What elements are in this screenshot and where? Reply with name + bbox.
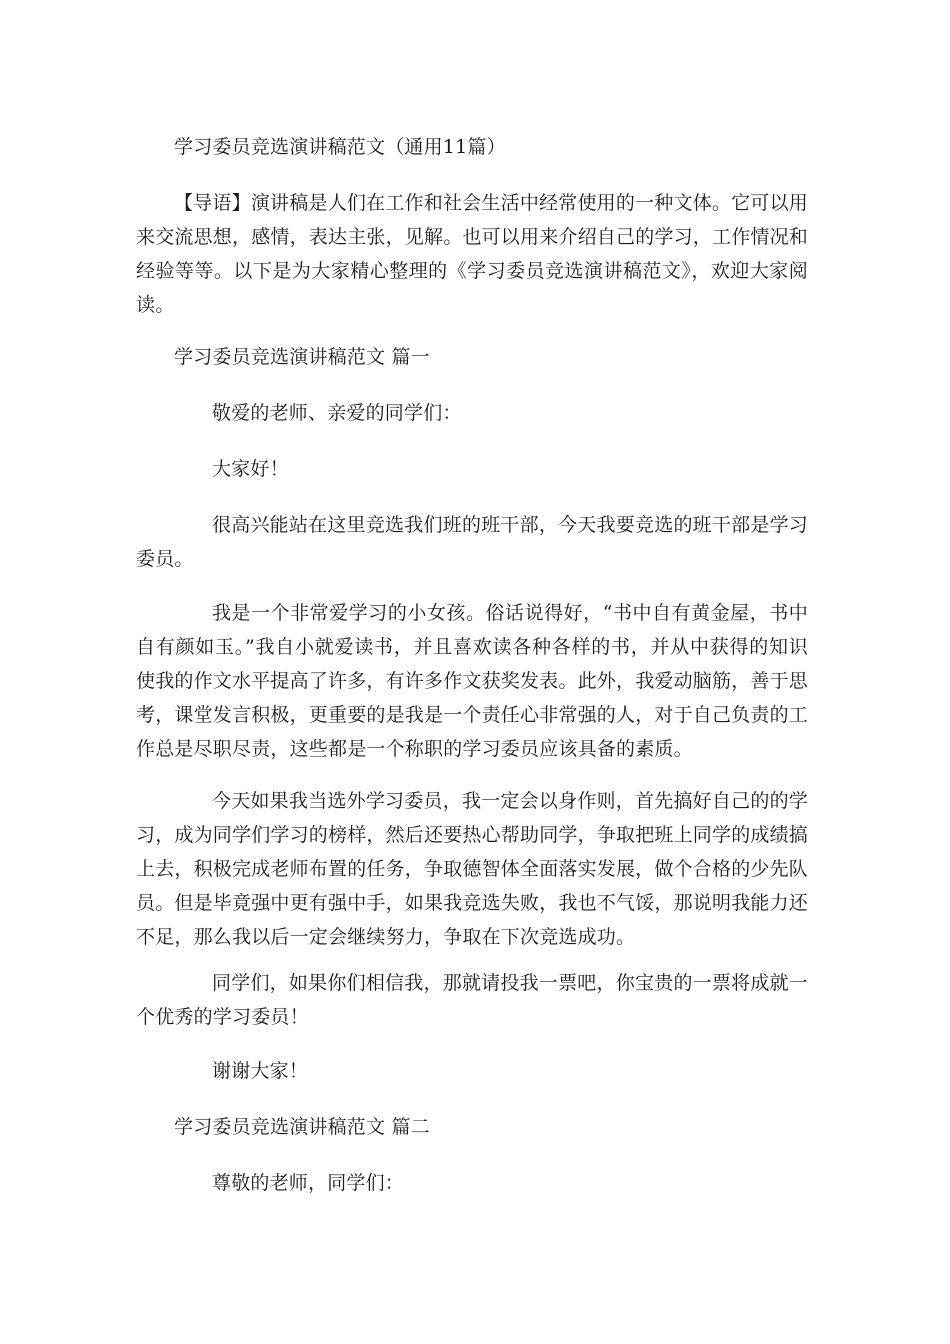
salutation-1: 敬爱的老师、亲爱的同学们： xyxy=(212,402,462,424)
greeting: 大家好！ xyxy=(212,458,289,480)
intro-paragraph: 【导语】演讲稿是人们在工作和社会生活中经常使用的一种文体。它可以用来交流思想，感情，表达主张，见解。也可以用来介绍自己的学习，工作情况和经验等等。以下是为大家精心整理的《学习委员竞选演讲稿范文》，欢迎大家阅读。 xyxy=(136,192,809,316)
section-heading-1: 学习委员竞选演讲稿范文 篇一 xyxy=(174,346,430,368)
section-heading-2: 学习委员竞选演讲稿范文 篇二 xyxy=(174,1116,430,1138)
paragraph-2: 我是一个非常爱学习的小女孩。俗话说得好，“书中自有黄金屋，书中自有颜如玉。”我自小就爱读书，并且喜欢读各种各样的书，并从中获得的知识使我的作文水平提高了许多，有许多作文获奖发表。此外，我爱动脑筋，善于思考，课堂发言积极，更重要的是我是一个责任心非常强的人，对于自己负责的工作总是尽职尽责，这些都是一个称职的学习委员应该具备的素质。 xyxy=(136,602,809,760)
paragraph-1: 很高兴能站在这里竞选我们班的班干部，今天我要竞选的班干部是学习委员。 xyxy=(136,514,808,570)
closing: 谢谢大家！ xyxy=(212,1060,309,1082)
paragraph-3: 今天如果我当选外学习委员，我一定会以身作则，首先搞好自己的的学习，成为同学们学习的榜样，然后还要热心帮助同学，争取把班上同学的成绩搞上去，积极完成老师布置的任务，争取德智体全面落实发展，做个合格的少先队员。但是毕竟强中更有强中手，如果我竞选失败，我也不气馁，那说明我能力还不足，那么我以后一定会继续努力，争取在下次竞选成功。 xyxy=(136,790,809,948)
salutation-2: 尊敬的老师，同学们： xyxy=(212,1172,405,1194)
paragraph-4: 同学们，如果你们相信我，那就请投我一票吧，你宝贵的一票将成就一个优秀的学习委员！ xyxy=(136,972,808,1028)
document-title: 学习委员竞选演讲稿范文（通用11篇） xyxy=(174,136,506,158)
